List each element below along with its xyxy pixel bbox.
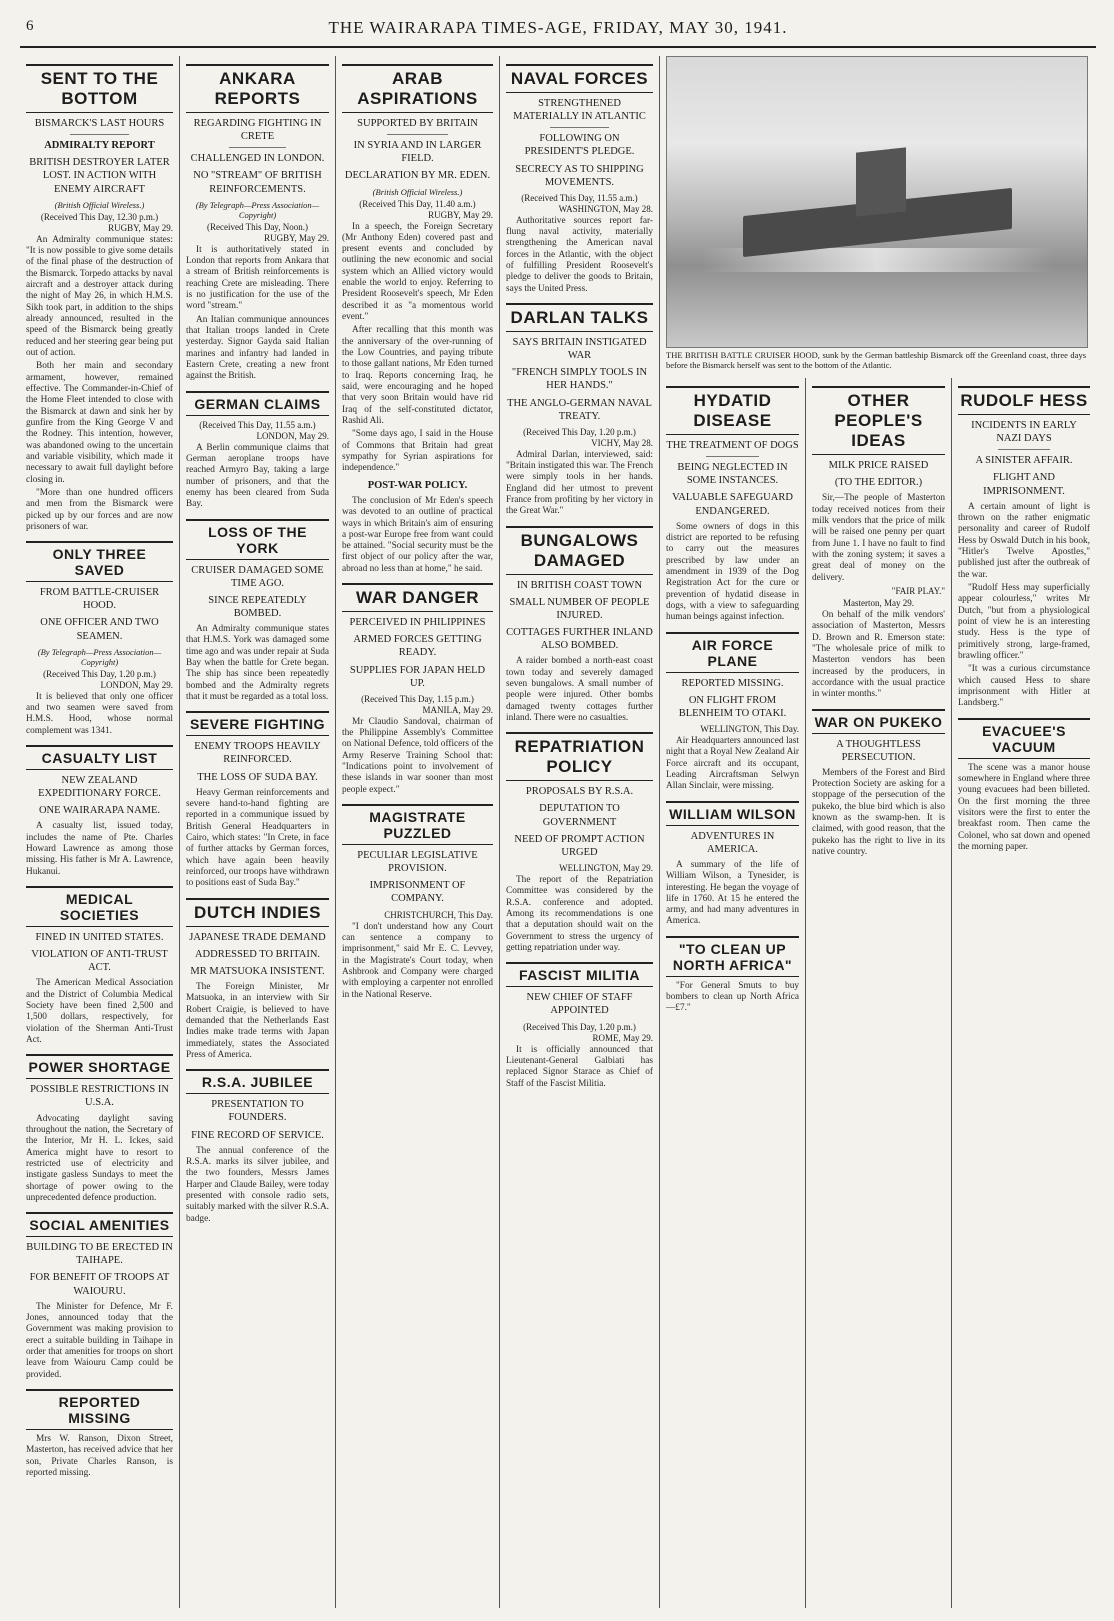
dateline: RUGBY, May 29. [108, 222, 173, 233]
divider [229, 147, 286, 148]
subhead: STRENGTHENED MATERIALLY IN ATLANTIC [513, 98, 646, 123]
article-paragraph: A raider bombed a north-east coast town today and severely damaged seven bungalows. A small number of people were injured. Other bombs damaged twenty cottages further inland. There were no casualties. [506, 656, 653, 724]
headline-casualty-list: CASUALTY LIST [26, 745, 173, 770]
subhead: IN BRITISH COAST TOWN [516, 579, 643, 591]
subhead: ON FLIGHT FROM BLENHEIM TO OTAKI. [678, 694, 787, 719]
column-7 [952, 378, 1096, 1608]
headline-other-peoples-ideas: OTHER PEOPLE'S IDEAS [812, 386, 945, 455]
article-paragraph: "Some days ago, I said in the House of Commons that Britain had great sympathy for Syrian aspirations for independence." [342, 429, 493, 474]
subhead: A SINISTER AFFAIR. [975, 455, 1073, 467]
page-number: 6 [26, 18, 34, 34]
article-paragraph: On behalf of the milk vendors' association of Masterton, Messrs D. Brown and R. Emerson state: "The wholesale price of milk to Masterton vendors has been increased by the producers, in accordance with the usual practice in winter months." [812, 609, 945, 700]
subhead: REGARDING FIGHTING IN CRETE [193, 118, 322, 143]
column-5 [660, 378, 806, 1608]
subhead: DECLARATION BY MR. EDEN. [344, 170, 491, 182]
article-paragraph: The conclusion of Mr Eden's speech was devoted to an outline of practical ways in which Britain's aim of ensuring a post-war Europe free from want could be attained. "Social security must be the first object of our policy after the war, abroad no less than at home," he said. [342, 495, 493, 574]
article-paragraph: An Italian communique announces that Italian troops landed in Crete yesterday. Signor Gayda said Italian marines and infantry had landed in Eastern Crete, creating a new front against the British. [186, 314, 329, 382]
subhead: CHALLENGED IN LONDON. [190, 153, 325, 165]
headline-power-shortage: POWER SHORTAGE [26, 1054, 173, 1079]
subhead: SUPPORTED BY BRITAIN [357, 118, 478, 129]
subhead: ENEMY TROOPS HEAVILY REINFORCED. [194, 741, 321, 766]
subhead: IN SYRIA AND IN LARGER FIELD. [353, 140, 482, 165]
headline-naval-forces: NAVAL FORCES [506, 64, 653, 93]
headline-air-force-plane: AIR FORCE PLANE [666, 632, 799, 673]
subhead: VIOLATION OF ANTI-TRUST ACT. [31, 949, 168, 974]
article-paragraph: The annual conference of the R.S.A. marks its silver jubilee, and the two founders, Messrs James Harper and Claude Bailey, were today presented with console radio sets, suitably marked with the silver R.S.A. badge. [186, 1145, 329, 1224]
article-paragraph: Members of the Forest and Bird Protection Society are asking for a stoppage of the persecution of the pukeko, the blue bird which is also known as the swamp-hen. It is claimed, with good reason, that the pukeko has the right to live in its native country. [812, 767, 945, 858]
article-paragraph: In a speech, the Foreign Secretary (Mr Anthony Eden) covered past and present events and concluded by outlining the new economic and social system which an Allied victory would enable the world to enjoy. Referring to President Roosevelt's speech, Mr Eden described it as "a momentous world event." [342, 221, 493, 323]
subhead: FINED IN UNITED STATES. [35, 931, 164, 943]
newspaper-page [20, 12, 1096, 1612]
subhead: SAYS BRITAIN INSTIGATED WAR [512, 337, 647, 362]
subhead: NO "STREAM" OF BRITISH REINFORCEMENTS. [193, 170, 322, 195]
subhead: SMALL NUMBER OF PEOPLE INJURED. [509, 596, 650, 622]
subhead: (TO THE EDITOR.) [834, 477, 923, 489]
subhead: MILK PRICE RAISED [828, 460, 929, 471]
subhead: ADDRESSED TO BRITAIN. [194, 948, 321, 960]
headline-reported-missing: REPORTED MISSING [26, 1389, 173, 1430]
newspaper-title: THE WAIRARAPA TIMES-AGE, FRIDAY, MAY 30, 1941. [328, 18, 788, 37]
headline-social-amenities: SOCIAL AMENITIES [26, 1212, 173, 1237]
received-time: (Received This Day, 1.20 p.m.) [43, 668, 156, 679]
headline-magistrate-puzzled: MAGISTRATE PUZZLED [342, 804, 493, 845]
subhead: FINE RECORD OF SERVICE. [191, 1129, 324, 1141]
column-2 [180, 56, 336, 1608]
letter-signature: "FAIR PLAY." [891, 585, 945, 596]
dateline: ROME, May 29. [592, 1032, 653, 1043]
wire-credit: (By Telegraph—Press Association—Copyright) [195, 199, 320, 220]
subhead: COTTAGES FURTHER INLAND ALSO BOMBED. [506, 627, 653, 652]
subhead: BUILDING TO BE ERECTED IN TAIHAPE. [26, 1242, 173, 1267]
ship-superstructure [856, 147, 906, 216]
article-paragraph: "Rudolf Hess may superficially appear colourless," writes Mr Dutch, "but from a physiological point of view he is an interesting study. Hess is the type of primitively strong, large-framed, brawling officer." [958, 582, 1090, 661]
received-time: (Received This Day, 11.55 a.m.) [521, 192, 638, 203]
headline-evacuees-vacuum: EVACUEE'S VACUUM [958, 718, 1090, 759]
headline-loss-of-york: LOSS OF THE YORK [186, 519, 329, 560]
received-time: (Received This Day, Noon.) [207, 221, 308, 232]
subhead: NEW CHIEF OF STAFF APPOINTED [526, 992, 633, 1017]
headline-only-three-saved: ONLY THREE SAVED [26, 541, 173, 582]
column-6 [806, 378, 952, 1608]
article-paragraph: "I don't understand how any Court can sentence a company to imprisonment," said Mr E. C. Levvey, in the Magistrate's Court today, when Ashbrook and Company were charged with employing a carpenter not enrolled in the National Reserve. [342, 921, 493, 1000]
article-paragraph: The report of the Repatriation Committee was considered by the R.S.A. conference and adopted. Among its recommendations is one that a deputation should wait on the Government to stress the urgency of getting repatriation under way. [506, 874, 653, 953]
headline-clean-up-north-africa: "TO CLEAN UP NORTH AFRICA" [666, 936, 799, 977]
subhead: THE TREATMENT OF DOGS [666, 440, 799, 451]
subhead: CRUISER DAMAGED SOME TIME AGO. [191, 564, 324, 589]
subhead: INCIDENTS IN EARLY NAZI DAYS [971, 420, 1077, 445]
divider [387, 134, 447, 135]
letter-paragraph: Sir,—The people of Masterton today received notices from their milk vendors that the price of milk will be raised one penny per quart from June 1. I have no fault to find with the zoning system; it saves a great deal of money on the delivery. [812, 493, 945, 583]
dateline: RUGBY, May 29. [264, 232, 329, 243]
article-paragraph: Heavy German reinforcements and severe hand-to-hand fighting are reported in a communique issued by British General Headquarters in Cairo, which states: "In Crete, in face of further attacks by German forces, which have again been heavily reinforced, our troops have withdrawn to positions east of Suda Bay." [186, 787, 329, 889]
subhead: BRITISH DESTROYER LATER LOST. IN ACTION WITH ENEMY AIRCRAFT [29, 157, 170, 195]
subhead: PERCEIVED IN PHILIPPINES [349, 617, 486, 629]
subhead: JAPANESE TRADE DEMAND [189, 931, 326, 943]
subhead: ADMIRALTY REPORT [44, 140, 155, 152]
received-time: (Received This Day, 11.40 a.m.) [359, 198, 476, 209]
divider [998, 449, 1051, 450]
received-time: (Received This Day, 11.55 a.m.) [199, 419, 316, 430]
dateline: WELLINGTON, May 29. [559, 862, 653, 873]
divider [550, 127, 609, 128]
headline-sent-to-bottom: SENT TO THE BOTTOM [26, 64, 173, 113]
subhead: ONE OFFICER AND TWO SEAMEN. [40, 617, 159, 642]
article-paragraph: Some owners of dogs in this district are reported to be refusing to carry out the measures prescribed by law under an amendment in 1939 of the Dog Registration Act for the cure or prevention of hydatid disease in dogs, with a view to safeguarding human beings against infection. [666, 521, 799, 623]
article-paragraph: Both her main and secondary armament, however, remained effective. The Commander-in-Chief of the Home Fleet intended to close with the Bismarck at dawn and sink her by gunfire from the King George V and the Rodney. This intention, however, was abandoned owing to the uncertain and variable visibility, which made it necessary to await full daylight before closing in. [26, 361, 173, 485]
headline-bungalows-damaged: BUNGALOWS DAMAGED [506, 526, 653, 575]
dateline: LONDON, May 29. [256, 430, 329, 441]
subhead: PROPOSALS BY R.S.A. [525, 786, 634, 798]
subhead: SUPPLIES FOR JAPAN HELD UP. [349, 664, 486, 689]
letter-place: Masterton, May 29. [843, 597, 914, 608]
received-time: (Received This Day, 1.20 p.m.) [523, 1021, 636, 1032]
article-paragraph: A Berlin communique claims that German aeroplane troops have reached Armyro Bay, taking a large number of prisoners, and that the enemy has been cleared from Suda Bay. [186, 442, 329, 510]
wire-credit: (By Telegraph—Press Association—Copyright) [37, 646, 162, 667]
article-paragraph: "More than one hundred officers and men from the Bismarck were picked up by our forces and are now prisoners of war. [26, 487, 173, 532]
headline-william-wilson: WILLIAM WILSON [666, 801, 799, 826]
subhead: MR MATSUOKA INSISTENT. [190, 965, 325, 977]
dateline: WELLINGTON, This Day. [700, 723, 799, 734]
article-paragraph: A summary of the life of William Wilson, a Tynesider, is interesting. He began the voyage of life in 1760. At 15 he entered the army, and had many adventures in America. [666, 859, 799, 927]
subhead: POST-WAR POLICY. [367, 479, 468, 491]
article-paragraph: The Minister for Defence, Mr F. Jones, announced today that the Government was making provision to erect a suitable building in Taihape in order that amenities for troops on short leave from Waiouru Camp could be provided. [26, 1301, 173, 1380]
wire-credit: (British Official Wireless.) [372, 186, 463, 197]
subhead: ARMED FORCES GETTING READY. [353, 634, 482, 659]
headline-german-claims: GERMAN CLAIMS [186, 391, 329, 416]
article-paragraph: The American Medical Association and the District of Columbia Medical Society have been fined 2,500 and 1,500 dollars, respectively, for violation of the Sherman Anti-Trust Act. [26, 978, 173, 1045]
subhead: PRESENTATION TO FOUNDERS. [211, 1099, 304, 1124]
article-paragraph: Authoritative sources report far-flung naval activity, materially strengthening the American naval forces in the Atlantic, with the object of fulfilling President Roosevelt's pledge to deliver the goods to Britain, says the United Press. [506, 215, 653, 294]
subhead: BISMARCK'S LAST HOURS [34, 118, 165, 129]
photo-caption: THE BRITISH BATTLE CRUISER HOOD, sunk by the German battleship Bismarck off the Greenland coast, three days before the Bismarck herself was sent to the bottom of the Atlantic. [666, 350, 1086, 371]
article-paragraph: It is officially announced that Lieutenant-General Galbiati has replaced Signor Starace as Chief of Staff of the Fascist Militia. [506, 1044, 653, 1089]
subhead: A THOUGHTLESS PERSECUTION. [836, 738, 921, 763]
article-paragraph: The scene was a manor house somewhere in England where three young evacuees had been billeted. On the first morning the three visitors were the first to enter the breakfast room. Then came the Colonel, who sat down and opened the morning paper. [958, 762, 1090, 852]
subhead: SINCE REPEATEDLY BOMBED. [208, 594, 307, 619]
subhead: FROM BATTLE-CRUISER HOOD. [39, 587, 160, 612]
column-4 [500, 56, 660, 1608]
headline-darlan-talks: DARLAN TALKS [506, 303, 653, 332]
dateline: CHRISTCHURCH, This Day. [384, 909, 493, 920]
subhead: SECRECY AS TO SHIPPING MOVEMENTS. [515, 163, 644, 188]
subhead: IMPRISONMENT OF COMPANY. [369, 880, 466, 905]
article-paragraph: Air Headquarters announced last night that a Royal New Zealand Air Force aircraft and its occupant, Leading Aircraftsman Selwyn Allan Sinclair, were missing. [666, 735, 799, 792]
headline-repatriation-policy: REPATRIATION POLICY [506, 732, 653, 781]
subhead: NEW ZEALAND EXPEDITIONARY FORCE. [38, 774, 161, 800]
article-paragraph: A casualty list, issued today, includes the name of Pte. Charles Howard Lawrence as among those missing. His father is Mr A. Lawrence, Hukanui. [26, 821, 173, 877]
subhead: ADVENTURES IN AMERICA. [690, 830, 775, 855]
subhead: FLIGHT AND IMPRISONMENT. [983, 472, 1065, 497]
headline-dutch-indies: DUTCH INDIES [186, 898, 329, 927]
dateline: RUGBY, May 29. [428, 209, 493, 220]
subhead: PECULIAR LEGISLATIVE PROVISION. [357, 850, 478, 875]
article-paragraph: "It was a curious circumstance which caused Hess to share imprisonment with Hitler at Landsberg." [958, 664, 1090, 709]
headline-severe-fighting: SEVERE FIGHTING [186, 711, 329, 736]
headline-rudolf-hess: RUDOLF HESS [958, 386, 1090, 415]
received-time: (Received This Day, 1.15 p.m.) [361, 693, 474, 704]
subhead: DEPUTATION TO GOVERNMENT [539, 803, 620, 828]
column-1 [20, 56, 180, 1608]
subhead: FOR BENEFIT OF TROOPS AT WAIOURU. [29, 1272, 170, 1297]
article-paragraph: Advocating daylight saving throughout the nation, the Secretary of the Interior, Mr H. L. Ickes, said America might have to resort to restricted use of electricity and instigate gasless Sundays to meet the shortage of power owing to the unprecedented defence production. [26, 1113, 173, 1203]
headline-war-danger: WAR DANGER [342, 583, 493, 612]
subhead: "FRENCH SIMPLY TOOLS IN HER HANDS." [511, 367, 648, 392]
article-paragraph: "For General Smuts to buy bombers to clean up North Africa—£7." [666, 980, 799, 1014]
headline-fascist-militia: FASCIST MILITIA [506, 962, 653, 987]
dateline: WASHINGTON, May 28. [558, 203, 653, 214]
subhead: BEING NEGLECTED IN SOME INSTANCES. [677, 462, 788, 487]
masthead [20, 12, 1096, 48]
subhead: REPORTED MISSING. [681, 677, 784, 689]
article-paragraph: An Admiralty communique states: "It is now possible to give some details of the final phase of the destruction of the Bismarck. Torpedo attacks by naval aircraft and a destroyer attack during the night of May 26, in which H.M.S. Sikh took part, in addition to the ships already announced, resulted in the speed of the Bismarck being greatly reduced and her steering gear being put out of action. [26, 234, 173, 358]
article-paragraph: A certain amount of light is thrown on the rather enigmatic personality and career of Rudolf Hess by Oswald Dutch in his book, "Hitler's Twelve Apostles," published just after the outbreak of the war. [958, 501, 1090, 580]
subhead: THE LOSS OF SUDA BAY. [197, 771, 318, 783]
column-3 [336, 56, 500, 1608]
dateline: LONDON, May 29. [100, 679, 173, 690]
headline-medical-societies: MEDICAL SOCIETIES [26, 886, 173, 927]
subhead: VALUABLE SAFEGUARD ENDANGERED. [672, 492, 793, 517]
article-paragraph: After recalling that this month was the anniversary of the over-running of the Low Countries, and paying tribute to those gallant nations, Mr Eden turned to Iraq. Reports concerning Iraq, he said, were encouraging and he hoped that very soon Britain would have rid Iraq of the self-constituted dictator, Rashid Ali. [342, 325, 493, 427]
dateline: MANILA, May 29. [422, 704, 493, 715]
headline-rsa-jubilee: R.S.A. JUBILEE [186, 1069, 329, 1094]
divider [70, 134, 129, 135]
divider [706, 456, 759, 457]
article-paragraph: Mrs W. Ranson, Dixon Street, Masterton, has received advice that her son, Private Charles Ranson, is reported missing. [26, 1434, 173, 1478]
headline-war-on-pukeko: WAR ON PUKEKO [812, 709, 945, 734]
article-paragraph: An Admiralty communique states that H.M.S. York was damaged some time ago and was under repair at Suda Bay when the battle for Crete began. The ship has since been repeatedly bombed and the Admiralty regrets that it must be regarded as a total loss. [186, 624, 329, 702]
article-paragraph: It is authoritatively stated in London that reports from Ankara that a stream of British reinforcements is reaching Crete are misleading. There is no justification for the use of the word "stream." [186, 244, 329, 312]
wire-credit: (British Official Wireless.) [54, 199, 145, 210]
subhead: ONE WAIRARAPA NAME. [38, 805, 161, 817]
article-paragraph: It is believed that only one officer and two seamen were saved from H.M.S. Hood, whose normal complement was 1341. [26, 691, 173, 736]
dateline: VICHY, May 28. [591, 437, 653, 448]
subhead: FOLLOWING ON PRESIDENT'S PLEDGE. [524, 133, 635, 158]
article-paragraph: The Foreign Minister, Mr Matsuoka, in an interview with Sir Robert Craigie, is believed to have demanded that the Netherlands East Indies make trade terms with Japan immediately, states the Associated Press of America. [186, 982, 329, 1060]
subhead: POSSIBLE RESTRICTIONS IN U.S.A. [30, 1084, 169, 1109]
headline-arab-aspirations: ARAB ASPIRATIONS [342, 64, 493, 113]
subhead: THE ANGLO-GERMAN NAVAL TREATY. [507, 397, 652, 422]
article-paragraph: Mr Claudio Sandoval, chairman of the Philippine Assembly's Committee on National Defence, told officers of the Army Reserve Training School that: "Indications point to involvement of these islands in war sooner than most people expect." [342, 716, 493, 795]
headline-ankara-reports: ANKARA REPORTS [186, 64, 329, 113]
headline-hydatid-disease: HYDATID DISEASE [666, 386, 799, 435]
received-time: (Received This Day, 12.30 p.m.) [40, 211, 159, 222]
received-time: (Received This Day, 1.20 p.m.) [523, 426, 636, 437]
subhead: NEED OF PROMPT ACTION URGED [514, 833, 645, 858]
article-paragraph: Admiral Darlan, interviewed, said: "Britain instigated this war. The French were simply tools in her hands. England did her utmost to prevent France from profiting by her victory in the Great War." [506, 449, 653, 517]
battle-cruiser-photo [666, 56, 1088, 348]
